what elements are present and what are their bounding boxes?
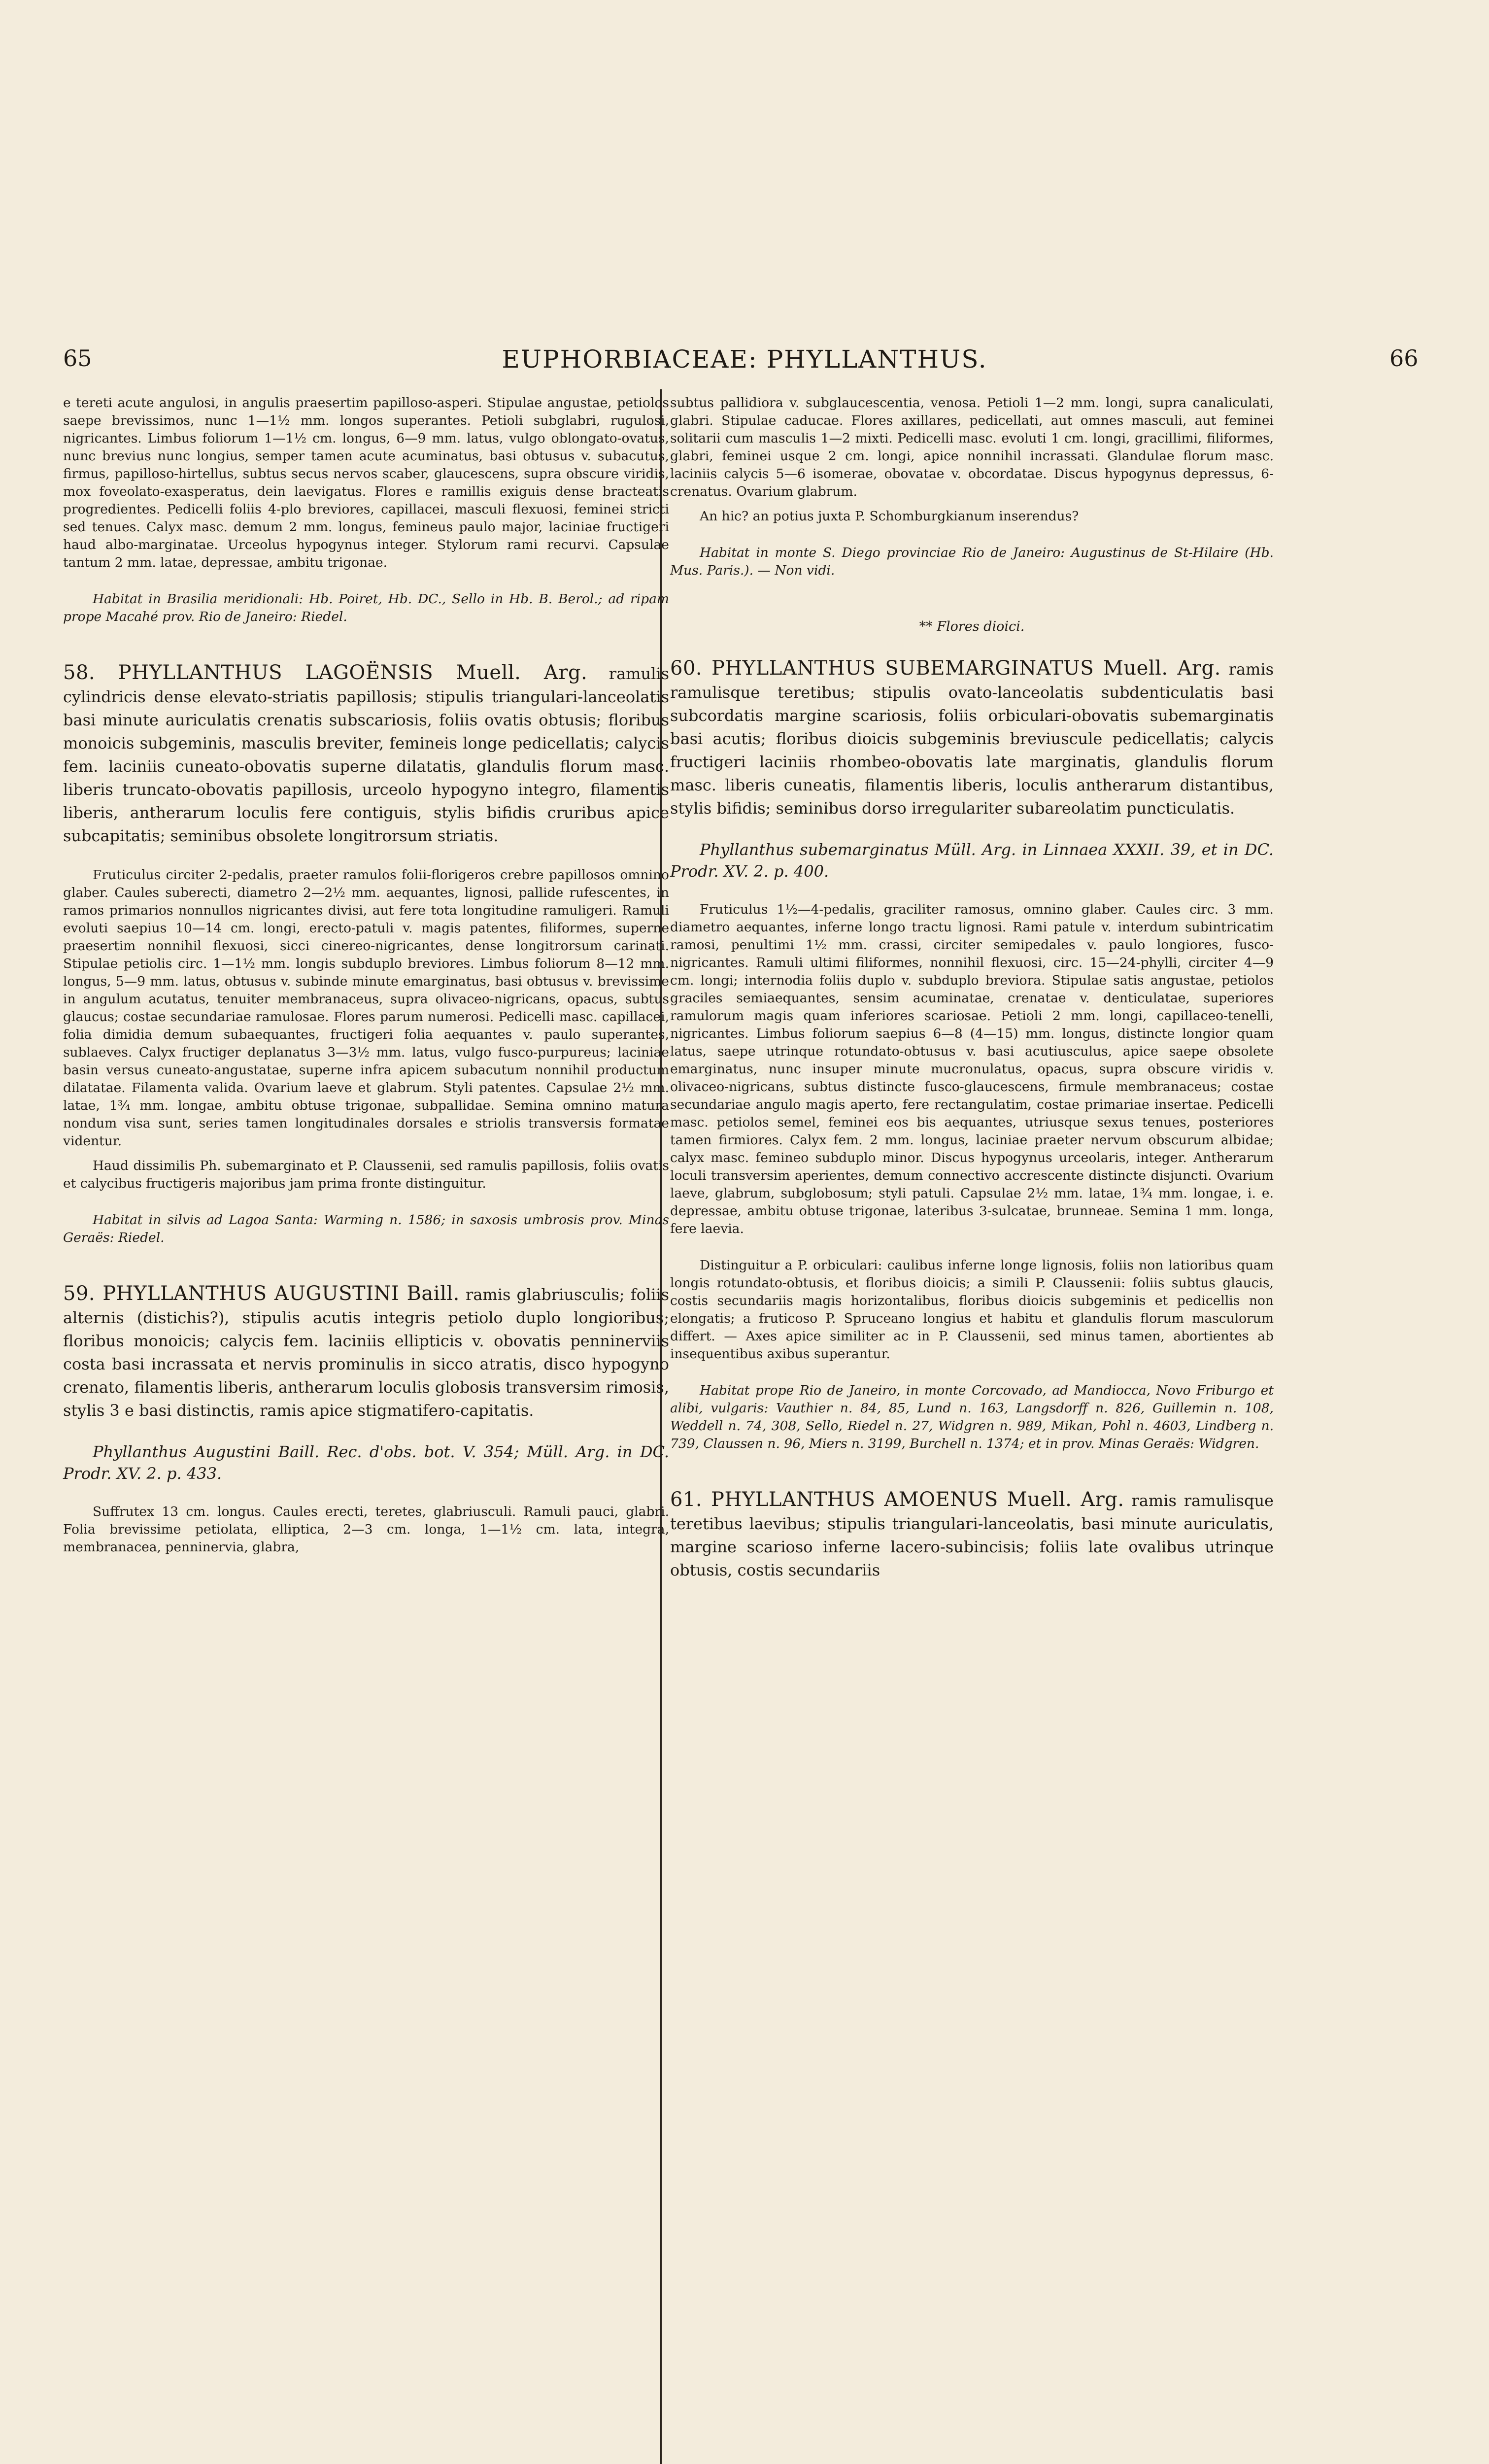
species-58-title: 58. PHYLLANTHUS LAGOËNSIS Muell. Arg. xyxy=(63,661,588,684)
species-59-entry xyxy=(63,1282,669,1422)
left-column xyxy=(63,394,669,1563)
section-heading: ** Flores dioici. xyxy=(919,619,1025,634)
species-60-entry xyxy=(670,657,1274,820)
species-59-title: 59. PHYLLANTHUS AUGUSTINI Baill. xyxy=(63,1282,460,1305)
page-number-right: 66 xyxy=(1389,345,1419,372)
continued-description-right: subtus pallidiora v. subglaucescentia, venosa. Petioli 1—2 mm. longi, supra canaliculati, glabri. Stipulae caducae. Flores axillares, pedicellati, aut omnes masculi, aut feminei solitarii cum masculis 1—2 mixti. Pedicelli masc. evoluti 1 cm. longi, gracillimi, filiformes, glabri, feminei usque 2 cm. longi, apice nonnihil incrassati. Glandulae florum masc. laciniis calycis 5—6 isomerae, obovatae v. obcordatae. Discus hypogynus depressus, 6-crenatus. Ovarium glabrum. xyxy=(670,395,1274,499)
species-59-diagnosis: ramis glabriusculis; foliis alternis (distichis?), stipulis acutis integris petiolo duplo longioribus; floribus monoicis; calycis fem. laciniis ellipticis v. obovatis penninerviis costa basi incrassata et nervis prominulis in sicco atratis, disco hypogyno crenato, filamentis liberis, antherarum loculis globosis transversim rimosis, stylis 3 e basi distinctis, ramis apice stigmatifero-capitatis. xyxy=(63,1285,669,1420)
query-note: An hic? an potius juxta P. Schomburgkianum inserendus? xyxy=(700,509,1079,524)
species-59-reference: Phyllanthus Augustini Baill. Rec. d'obs. bot. V. 354; Müll. Arg. in DC. Prodr. XV. 2. p. 433. xyxy=(63,1442,669,1483)
running-title: EUPHORBIACEAE: PHYLLANTHUS. xyxy=(502,345,987,374)
species-60-diagnosis: ramis ramulisque teretibus; stipulis ovato-lanceolatis subdenticulatis basi subcordatis margine scariosis, foliis orbiculari-obovatis subemarginatis basi acutis; floribus dioicis subgeminis breviuscule pedicellatis; calycis fructigeri laciniis rhombeo-obovatis late marginatis, glandulis florum masc. liberis cuneatis, filamentis liberis, loculis antherarum distantibus, stylis bifidis; seminibus dorso irregulariter subareolatim puncticulatis. xyxy=(670,660,1274,818)
species-60-title: 60. PHYLLANTHUS SUBEMARGINATUS Muell. Arg. xyxy=(670,657,1221,680)
habitat-note: Habitat in Brasilia meridionali: Hb. Poiret, Hb. DC., Sello in Hb. B. Berol.; ad ripam prope Macahé prov. Rio de Janeiro: Riedel. xyxy=(63,591,669,624)
species-58-habitat: Habitat in silvis ad Lagoa Santa: Warming n. 1586; in saxosis umbrosis prov. Minas Geraës: Riedel. xyxy=(63,1212,669,1245)
species-58-entry xyxy=(63,661,669,848)
page-number-left: 65 xyxy=(63,345,92,372)
right-column xyxy=(670,394,1274,1589)
species-58-diagnosis: ramulis cylindricis dense elevato-striatis papillosis; stipulis triangulari-lanceolatis basi minute auriculatis crenatis subscariosis, foliis ovatis obtusis; floribus monoicis subgeminis, masculis breviter, femineis longe pedicellatis; calycis fem. laciniis cuneato-obovatis superne dilatatis, glandulis florum masc. liberis truncato-obovatis papillosis, urceolo hypogyno integro, filamentis liberis, antherarum loculis fere contiguis, stylis bifidis cruribus apice subcapitatis; seminibus obsolete longitrorsum striatis. xyxy=(63,664,669,845)
species-58-note: Haud dissimilis Ph. subemarginato et P. Claussenii, sed ramulis papillosis, foliis ovatis et calycibus fructigeris majoribus jam prima fronte distinguitur. xyxy=(63,1158,669,1191)
species-61-diagnosis: ramis ramulisque teretibus laevibus; stipulis triangulari-lanceolatis, basi minute auriculatis, margine scarioso inferne lacero-subincisis; foliis late ovalibus utrinque obtusis, costis secundariis xyxy=(670,1491,1274,1579)
running-header xyxy=(0,345,1489,379)
species-58-description: Fruticulus circiter 2-pedalis, praeter ramulos folii-florigeros crebre papillosos omnino glaber. Caules suberecti, diametro 2—2½ mm. aequantes, lignosi, pallide rufescentes, in ramos primarios nonnullos nigricantes divisi, aut fere tota longitudine ramuligeri. Ramuli evoluti saepius 10—14 cm. longi, erecto-patuli v. magis patentes, filiformes, superne praesertim nonnihil flexuosi, sicci cinereo-nigricantes, dense longitrorsum carinati. Stipulae petiolis circ. 1—1½ mm. longis subduplo breviores. Limbus foliorum 8—12 mm. longus, 5—9 mm. latus, obtusus v. subinde minute emarginatus, basi obtusus v. brevissime in angulum acutatus, tenuiter membranaceus, supra olivaceo-nigricans, opacus, subtus glaucus; costae secundariae ramulosae. Flores parum numerosi. Pedicelli masc. capillacei, folia dimidia demum subaequantes, fructigeri folia aequantes v. paulo superantes, sublaeves. Calyx fructiger deplanatus 3—3½ mm. latus, vulgo fusco-purpureus; laciniae basin versus cuneato-angustatae, superne infra apicem subacutum nonnihil productum dilatatae. Filamenta valida. Ovarium laeve et glabrum. Styli patentes. Capsulae 2½ mm. latae, 1¾ mm. longae, ambitu obtuse trigonae, subpallidae. Semina omnino matura nondum visa sunt, series tamen longitudinales dorsales e striolis transversis formatae videntur. xyxy=(63,867,669,1149)
habitat-note-right: Habitat in monte S. Diego provinciae Rio de Janeiro: Augustinus de St-Hilaire (Hb. Mus. Paris.). — Non vidi. xyxy=(670,545,1274,578)
continued-description: e tereti acute angulosi, in angulis praesertim papilloso-asperi. Stipulae angustae, petiolos saepe brevissimos, nunc 1—1½ mm. longos superantes. Petioli subglabri, rugulosi, nigricantes. Limbus foliorum 1—1½ cm. longus, 6—9 mm. latus, vulgo oblongato-ovatus, nunc brevius nunc longius, semper tamen acute acuminatus, basi obtusus v. subacutus, firmus, papilloso-hirtellus, subtus secus nervos scaber, glaucescens, supra obscure viridis, mox foveolato-exasperatus, dein laevigatus. Flores e ramillis exiguis dense bracteatis progredientes. Pedicelli foliis 4-plo breviores, capillacei, masculi flexuosi, feminei stricti sed tenues. Calyx masc. demum 2 mm. longus, femineus paulo major, laciniae fructigeri haud albo-marginatae. Urceolus hypogynus integer. Stylorum rami recurvi. Capsulae tantum 2 mm. latae, depressae, ambitu trigonae. xyxy=(63,395,669,570)
species-61-title: 61. PHYLLANTHUS AMOENUS Muell. Arg. xyxy=(670,1488,1124,1511)
species-60-habitat: Habitat prope Rio de Janeiro, in monte Corcovado, ad Mandiocca, Novo Friburgo et alibi, vulgaris: Vauthier n. 84, 85, Lund n. 163, Langsdorff n. 826, Guillemin n. 108, Weddell n. 74, 308, Sello, Riedel n. 27, Widgren n. 989, Mikan, Pohl n. 4603, Lindberg n. 739, Claussen n. 96, Miers n. 3199, Burchell n. 1374; et in prov. Minas Geraës: Widgren. xyxy=(670,1383,1274,1451)
species-59-description: Suffrutex 13 cm. longus. Caules erecti, teretes, glabriusculi. Ramuli pauci, glabri. Folia brevissime petiolata, elliptica, 2—3 cm. longa, 1—1½ cm. lata, integra, membranacea, penninervia, glabra, xyxy=(63,1504,669,1555)
species-60-description: Fruticulus 1½—4-pedalis, graciliter ramosus, omnino glaber. Caules circ. 3 mm. diametro aequantes, inferne longo tractu lignosi. Rami patule v. interdum subintricatim ramosi, penultimi 1½ mm. crassi, circiter semipedales v. paulo longiores, fusco-nigricantes. Ramuli ultimi filiformes, nonnihil flexuosi, circ. 15—24-phylli, circiter 4—9 cm. longi; internodia foliis duplo v. subduplo breviora. Stipulae satis angustae, petiolos graciles semiaequantes, sensim acuminatae, crenatae v. denticulatae, superiores ramulorum magis quam inferiores scariosae. Petioli 2 mm. longi, capillaceo-tenelli, nigricantes. Limbus foliorum saepius 6—8 (4—15) mm. longus, distincte longior quam latus, saepe utrinque rotundato-obtusus v. basi acutiusculus, apice saepe obsolete emarginatus, nunc insuper minute mucronulatus, opacus, supra obscure viridis v. olivaceo-nigricans, subtus distincte fusco-glaucescens, firmule membranaceus; costae secundariae angulo magis aperto, fere rectangulatim, costae primariae insertae. Pedicelli masc. petiolos semel, feminei eos bis aequantes, utriusque sexus tenues, posteriores tamen firmiores. Calyx fem. 2 mm. longus, laciniae praeter nervum obscurum albidae; calyx masc. femineo subduplo minor. Discus hypogynus urceolaris, integer. Antherarum loculi transversim aperientes, demum connectivo accrescente distincte disjuncti. Ovarium laeve, glabrum, subglobosum; styli patuli. Capsulae 2½ mm. latae, 1¾ mm. longae, i. e. depressae, ambitu obtuse trigonae, lateribus 3-sulcatae, brunneae. Semina 1 mm. longa, fere laevia. xyxy=(670,902,1274,1236)
species-60-note: Distinguitur a P. orbiculari: caulibus inferne longe lignosis, foliis non latioribus quam longis rotundato-obtusis, et floribus dioicis; a simili P. Claussenii: foliis subtus glaucis, costis secundariis magis horizontalibus, floribus dioicis subgeminis et pedicellis non elongatis; a fruticoso P. Spruceano longius et habitu et glandulis florum masculorum differt. — Axes apice similiter ac in P. Claussenii, sed minus tamen, abortientes ab insequentibus axibus superantur. xyxy=(670,1258,1274,1362)
species-61-entry xyxy=(670,1488,1274,1582)
species-60-reference: Phyllanthus subemarginatus Müll. Arg. in Linnaea XXXII. 39, et in DC. Prodr. XV. 2. p. 400. xyxy=(670,840,1274,881)
